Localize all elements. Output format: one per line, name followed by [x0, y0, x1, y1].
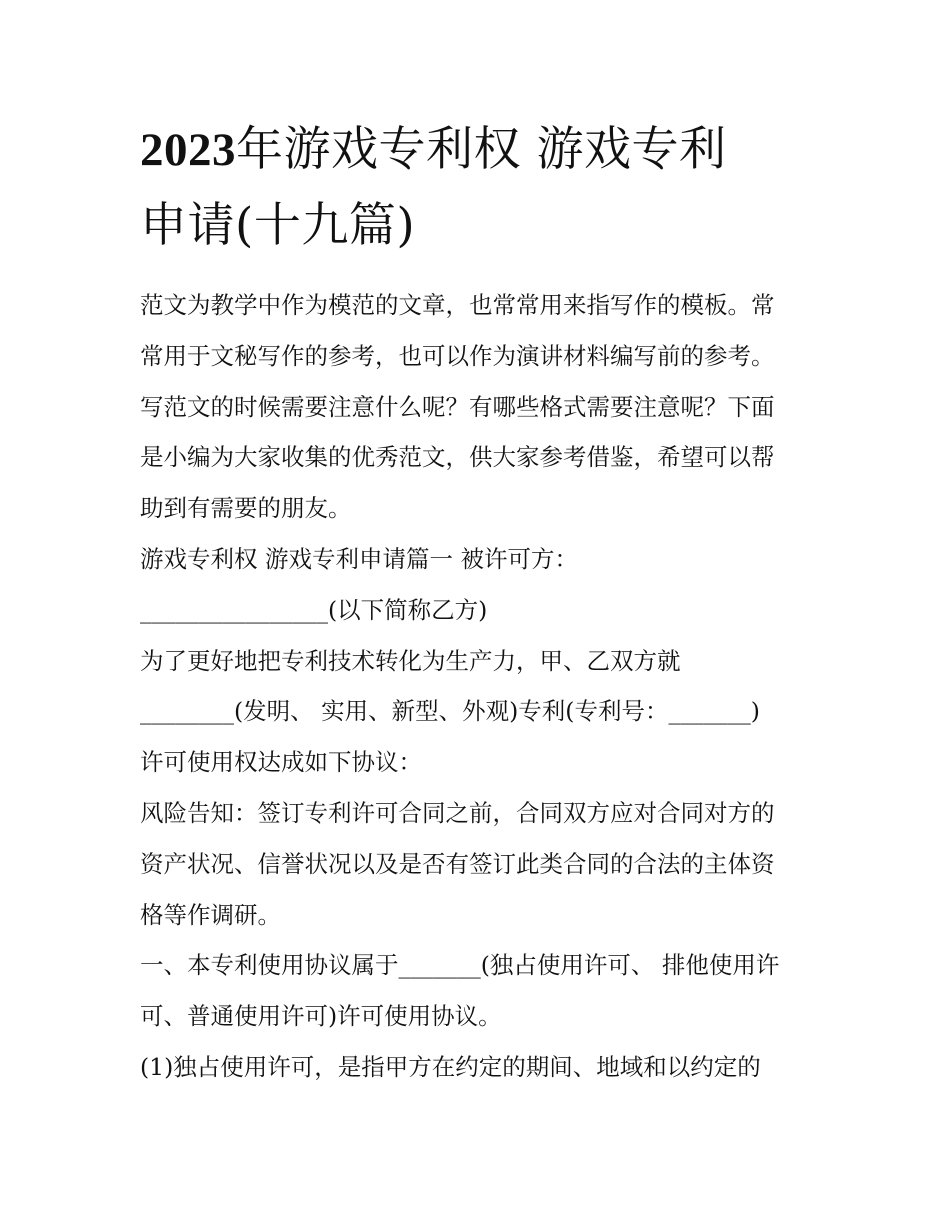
clause-line: (1)独占使用许可，是指甲方在约定的期间、地域和以约定的	[140, 1052, 761, 1081]
title-line-1	[140, 112, 830, 188]
title-line-2: 申请(十九篇)	[140, 198, 416, 253]
section-heading-line: 游戏专利权 游戏专利申请篇一 被许可方：	[140, 544, 578, 573]
body-line: 是小编为大家收集的优秀范文，供大家参考借鉴，希望可以帮	[140, 443, 775, 472]
body-line: 常用于文秘写作的参考，也可以作为演讲材料编写前的参考。	[140, 341, 775, 370]
document-title	[140, 112, 830, 264]
document-body	[140, 280, 830, 1093]
body-line: 许可使用权达成如下协议：	[140, 748, 422, 777]
risk-notice-line: 资产状况、信誉状况以及是否有签订此类合同的合法的主体资	[140, 849, 775, 878]
body-line: 写范文的时候需要注意什么呢？有哪些格式需要注意呢？下面	[140, 392, 775, 421]
title-line-1-text: 年游戏专利权 游戏专利	[236, 122, 727, 177]
blank-field-line: ________(发明、 实用、新型、外观)专利(专利号：_______)	[140, 697, 760, 726]
body-line: 助到有需要的朋友。	[140, 494, 352, 523]
title-year: 2023	[140, 124, 236, 176]
clause-line: 一、本专利使用协议属于_______(独占使用许可、 排他使用许	[140, 951, 780, 980]
risk-notice-line: 格等作调研。	[140, 900, 281, 929]
blank-field-line: ________________(以下简称乙方)	[140, 595, 488, 624]
clause-line: 可、普通使用许可)许可使用协议。	[140, 1002, 502, 1031]
risk-notice-line: 风险告知：签订专利许可合同之前，合同双方应对合同对方的	[140, 798, 775, 827]
body-line: 为了更好地把专利技术转化为生产力，甲、乙双方就	[140, 646, 681, 675]
body-line: 范文为教学中作为模范的文章，也常常用来指写作的模板。常	[140, 291, 775, 319]
